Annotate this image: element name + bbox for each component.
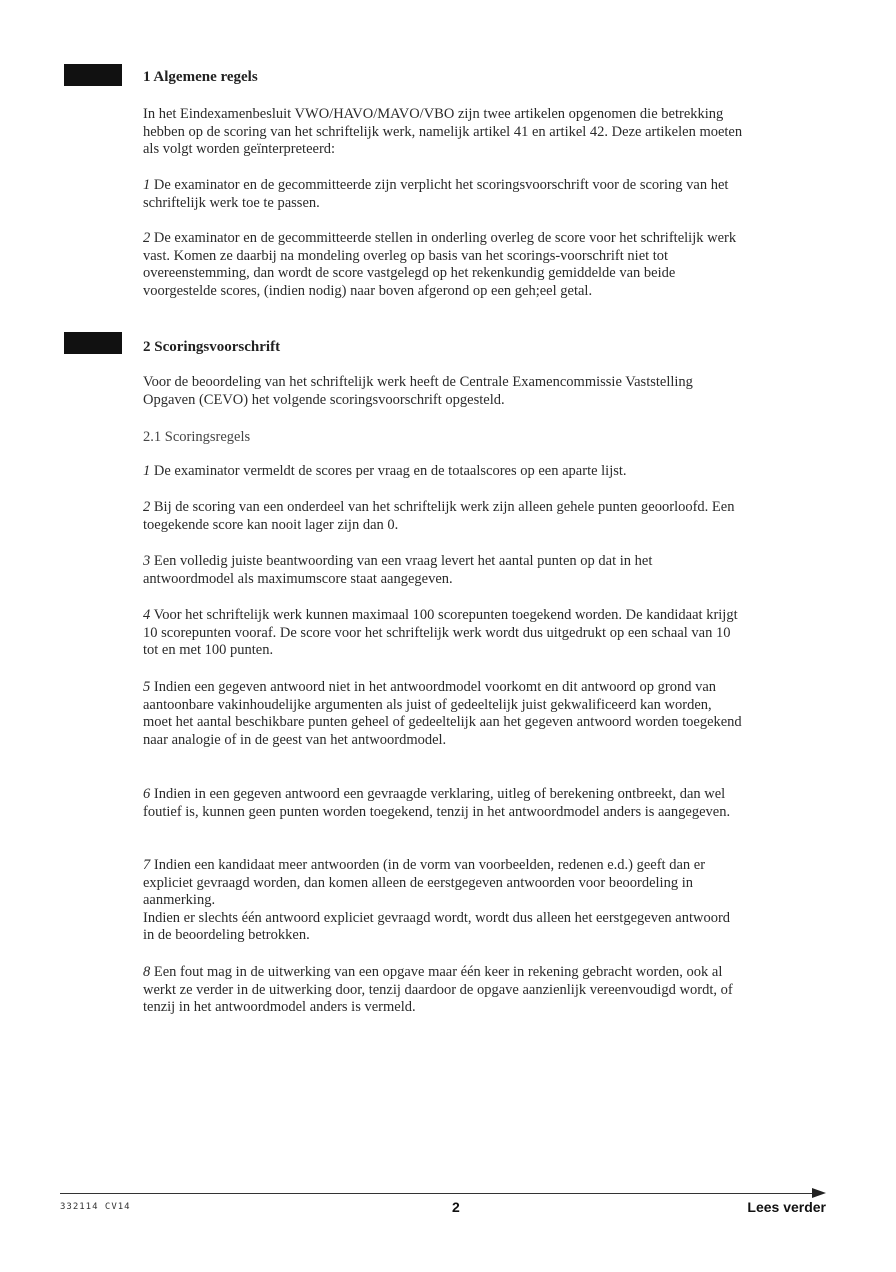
- item-text: De examinator en de gecommitteerde zijn verplicht het scoringsvoorschrift voor de scoring van het schriftelijk werk toe te passen.: [143, 177, 729, 211]
- rule-number: 4: [143, 607, 151, 623]
- rule-number: 7: [143, 857, 151, 873]
- rule-text: Indien een gegeven antwoord niet in het antwoordmodel voorkomt en dit antwoord op grond van aantoonbare vakinhoudelijke argumenten als juist of gedeeltelijk juist gekwalificeerd kan worden, moet het aantal beschikbare punten geheel of gedeeltelijk aan het gegeven antwoord worden toegekend naar analogie of in de geest van het antwoordmodel.: [143, 679, 742, 748]
- section-1-intro: In het Eindexamenbesluit VWO/HAVO/MAVO/VBO zijn twee artikelen opgenomen die betrekking hebben op de scoring van het schriftelijk werk, namelijk artikel 41 en artikel 42. Deze artikelen moeten als volgt worden geïnterpreteerd:: [143, 106, 743, 157]
- rule-number: 5: [143, 679, 151, 695]
- footer-divider: [60, 1193, 815, 1194]
- rule-text: De examinator vermeldt de scores per vraag en de totaalscores op een aparte lijst.: [153, 463, 627, 479]
- item-number: 1: [143, 177, 151, 193]
- rule-text: Een fout mag in de uitwerking van een opgave maar één keer in rekening gebracht worden, ook al werkt ze verder in de uitwerking door, tenzij daardoor de opgave aanzienlijk vereenvoudigd wordt, of tenzij in het antwoordmodel anders is vermeld.: [143, 964, 733, 1015]
- section-2-intro: Voor de beoordeling van het schriftelijk werk heeft de Centrale Examencommissie Vaststelling Opgaven (CEVO) het volgende scoringsvoorschrift opgesteld.: [143, 374, 693, 408]
- rule-text: Bij de scoring van een onderdeel van het schriftelijk werk zijn alleen gehele punten geoorloofd. Een toegekende score kan nooit lager zijn dan 0.: [143, 499, 735, 533]
- section-1-heading: 1 Algemene regels: [143, 69, 258, 85]
- rule-2: [143, 499, 743, 534]
- section-marker-1: [64, 64, 122, 86]
- item-text: De examinator en de gecommitteerde stellen in onderling overleg de score voor het schriftelijk werk vast. Komen ze daarbij na mondeling overleg op basis van het scorings-voorschrift niet tot overeenstemming, dan wordt de score vastgelegd op het rekenkundig gemiddelde van beide voorgestelde scores, (indien nodig) naar boven afgerond op een geh;eel getal.: [143, 230, 737, 299]
- rule-4: [143, 607, 743, 660]
- rule-8: [143, 964, 743, 1017]
- footer-code: 332114 CV14: [60, 1202, 131, 1212]
- rule-number: 1: [143, 463, 151, 479]
- arrow-right-icon: [812, 1188, 826, 1198]
- item-number: 2: [143, 230, 151, 246]
- rule-number: 6: [143, 786, 151, 802]
- section-1-item-2: [143, 230, 743, 300]
- continue-label: Lees verder: [747, 1199, 826, 1215]
- section-2-heading: 2 Scoringsvoorschrift: [143, 339, 281, 355]
- rule-1: [143, 463, 743, 481]
- page-number: 2: [452, 1199, 460, 1215]
- rule-5: [143, 679, 743, 749]
- rule-number: 3: [143, 553, 151, 569]
- rule-6: [143, 786, 743, 821]
- rule-extra-text: Indien er slechts één antwoord expliciet gevraagd wordt, wordt dus alleen het eerstgegeven antwoord in de beoordeling betrokken.: [143, 909, 731, 943]
- rule-text: Voor het schriftelijk werk kunnen maximaal 100 scorepunten toegekend worden. De kandidaat krijgt 10 scorepunten vooraf. De score voor het schriftelijk werk wordt dus uitgedrukt op een schaal van 10 tot en met 100 punten.: [143, 607, 738, 658]
- section-1-item-1: [143, 177, 743, 212]
- rule-text: Een volledig juiste beantwoording van een vraag levert het aantal punten op dat in het antwoordmodel als maximumscore staat aangegeven.: [143, 553, 653, 587]
- rule-text: Indien in een gegeven antwoord een gevraagde verklaring, uitleg of berekening ontbreekt, dan wel foutief is, kunnen geen punten worden toegekend, tenzij in het antwoordmodel anders is aangegeven.: [143, 786, 731, 820]
- rule-number: 8: [143, 964, 151, 980]
- rule-text: Indien een kandidaat meer antwoorden (in de vorm van voorbeelden, redenen e.d.) geeft dan er expliciet gevraagd worden, dan komen alleen de eerstgegeven antwoorden voor beoordeling in aanmerking.: [143, 857, 706, 908]
- rule-number: 2: [143, 499, 151, 515]
- section-marker-2: [64, 332, 122, 354]
- rule-7: [143, 857, 743, 945]
- rule-3: [143, 553, 743, 588]
- section-2-subheading: 2.1 Scoringsregels: [143, 429, 251, 445]
